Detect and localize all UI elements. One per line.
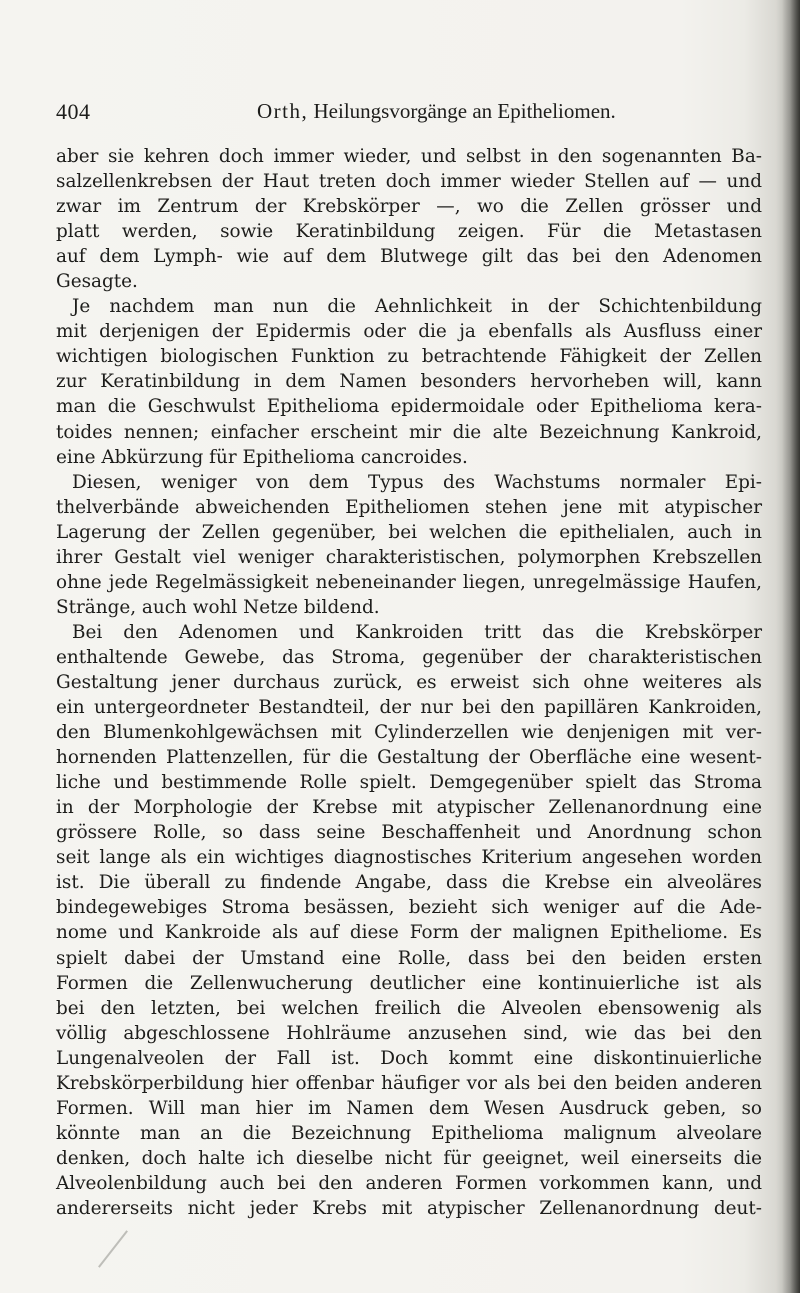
text-line: Formen. Will man hier im Namen dem Wesen Ausdruck geben, so — [56, 1097, 762, 1119]
text-line: salzellenkrebsen der Haut treten doch immer wieder Stellen auf — und — [56, 171, 762, 193]
text-line: grössere Rolle, so dass seine Beschaffenheit und Anordnung schon — [56, 822, 762, 844]
text-line: nome und Kankroide als auf diese Form der malignen Epitheliome. Es — [56, 922, 762, 944]
text-line: Gestaltung jener durchaus zurück, es erweist sich ohne weiteres als — [56, 671, 762, 693]
text-line: zwar im Zentrum der Krebskörper —, wo die Zellen grösser und — [56, 196, 762, 218]
text-line: mit derjenigen der Epidermis oder die ja ebenfalls als Ausfluss einer — [56, 321, 762, 343]
text-line: den Blumenkohlgewächsen mit Cylinderzellen wie denjenigen mit ver- — [56, 722, 762, 744]
body-text — [56, 144, 762, 1221]
text-line: aber sie kehren doch immer wieder, und selbst in den sogenannten Ba- — [56, 146, 762, 167]
text-line: andererseits nicht jeder Krebs mit atypischer Zellenanordnung deut- — [56, 1197, 762, 1219]
text-line: wichtigen biologischen Funktion zu betrachtende Fähigkeit der Zellen — [56, 346, 762, 368]
text-line: bindegewebiges Stroma besässen, bezieht sich weniger auf die Ade- — [56, 897, 762, 919]
text-line: Formen die Zellenwucherung deutlicher eine kontinuierliche ist als — [56, 972, 762, 994]
text-line: Gesagte. — [56, 271, 138, 293]
text-line: ihrer Gestalt viel weniger charakteristischen, polymorphen Krebszellen — [56, 546, 762, 568]
text-line: seit lange als ein wichtiges diagnostisches Kriterium angesehen worden — [56, 847, 762, 869]
text-line: ein untergeordneter Bestandteil, der nur bei den papillären Kankroiden, — [56, 697, 762, 719]
text-line: hornenden Plattenzellen, für die Gestaltung der Oberfläche eine wesent- — [56, 747, 762, 769]
text-line: könnte man an die Bezeichnung Epithelioma malignum alveolare — [56, 1122, 762, 1144]
text-line: Alveolenbildung auch bei den anderen Formen vorkommen kann, und — [56, 1172, 762, 1194]
page-header — [56, 99, 696, 129]
text-line: ist. Die überall zu findende Angabe, dass die Krebse ein alveoläres — [56, 872, 762, 894]
text-line: toides nennen; einfacher erscheint mir die alte Bezeichnung Kankroid, — [56, 421, 762, 443]
text-line: zur Keratinbildung in dem Namen besonders hervorheben will, kann — [56, 371, 762, 393]
running-head-title: Heilungsvorgänge an Epitheliomen. — [313, 99, 616, 123]
pencil-mark — [98, 1230, 128, 1267]
text-line: thelverbände abweichenden Epitheliomen stehen jene mit atypischer — [56, 496, 762, 518]
text-line: denken, doch halte ich dieselbe nicht für geeignet, weil einerseits die — [56, 1147, 762, 1169]
page-edge-shadow — [782, 0, 800, 1293]
text-line: ohne jede Regelmässigkeit nebeneinander liegen, unregelmässige Haufen, — [56, 571, 762, 593]
text-line: Stränge, auch wohl Netze bildend. — [56, 596, 380, 618]
page-number: 404 — [56, 99, 91, 124]
text-line: bei den letzten, bei welchen freilich die Alveolen ebensowenig als — [56, 997, 762, 1019]
text-line: spielt dabei der Umstand eine Rolle, dass bei den beiden ersten — [56, 947, 762, 969]
text-line: man die Geschwulst Epithelioma epidermoidale oder Epithelioma kera- — [56, 396, 762, 418]
text-line: Je nachdem man nun die Aehnlichkeit in der Schichtenbildung — [72, 296, 762, 318]
text-line: liche und bestimmende Rolle spielt. Demgegenüber spielt das Stroma — [56, 772, 762, 794]
text-line: enthaltende Gewebe, das Stroma, gegenüber der charakteristischen — [56, 646, 762, 668]
text-line: Lagerung der Zellen gegenüber, bei welchen die epithelialen, auch in — [56, 521, 762, 543]
text-line: in der Morphologie der Krebse mit atypischer Zellenanordnung eine — [56, 797, 762, 819]
text-line: Lungenalveolen der Fall ist. Doch kommt eine diskontinuierliche — [56, 1047, 762, 1069]
text-line: Bei den Adenomen und Kankroiden tritt das die Krebskörper — [72, 621, 762, 643]
running-head — [257, 99, 616, 124]
text-line: eine Abkürzung für Epithelioma cancroides. — [56, 446, 468, 468]
text-line: platt werden, sowie Keratinbildung zeigen. Für die Metastasen — [56, 221, 762, 243]
text-line: Diesen, weniger von dem Typus des Wachstums normaler Epi- — [72, 471, 762, 493]
running-head-author: Orth, — [257, 99, 309, 123]
text-line: Krebskörperbildung hier offenbar häufiger vor als bei den beiden anderen — [56, 1072, 762, 1094]
text-line: völlig abgeschlossene Hohlräume anzusehen sind, wie das bei den — [56, 1022, 762, 1044]
text-line: auf dem Lymph- wie auf dem Blutwege gilt das bei den Adenomen — [56, 246, 762, 268]
